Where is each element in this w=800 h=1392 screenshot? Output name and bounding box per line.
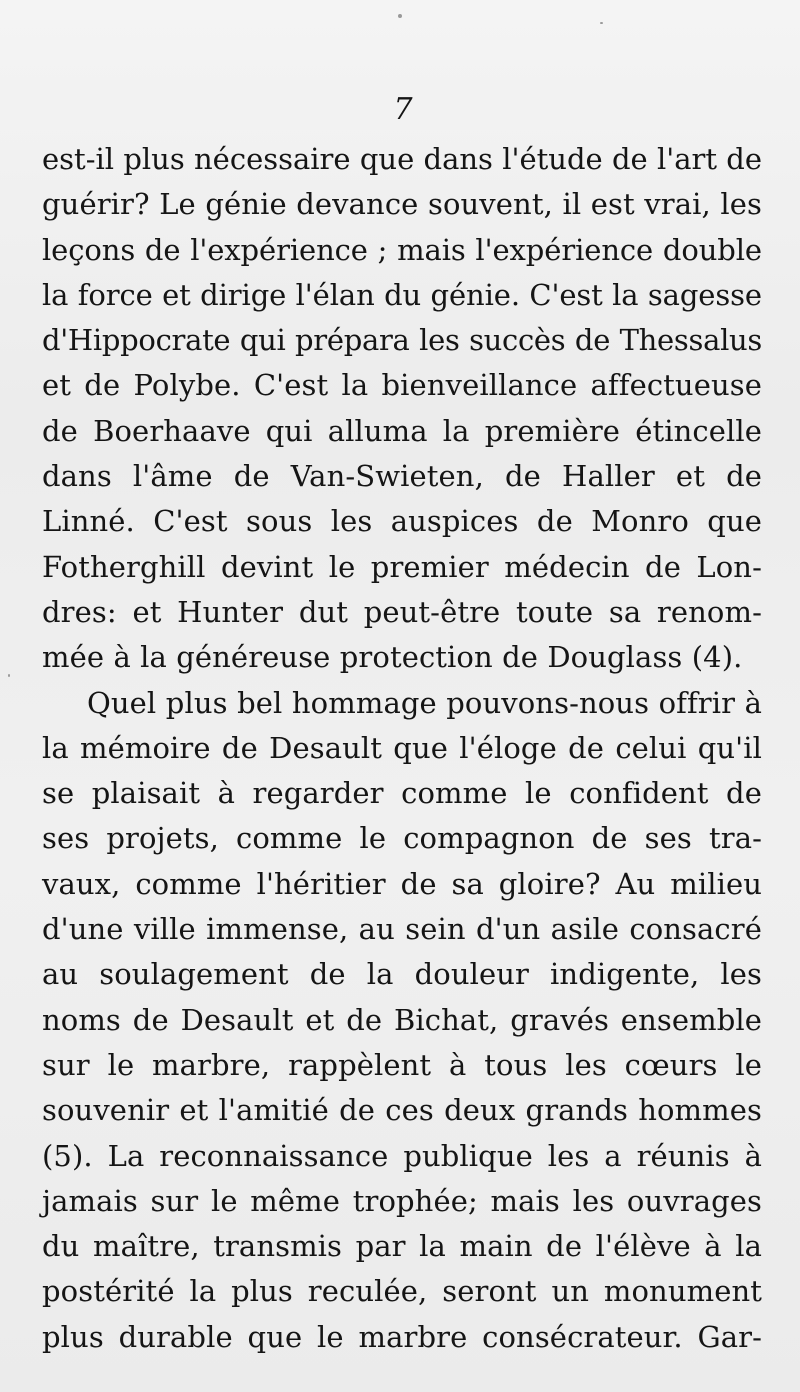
text-line: se plaisait à regarder comme le confident de <box>42 776 762 811</box>
text-line: plus durable que le marbre consécrateur. Gar- <box>42 1319 762 1354</box>
text-line: et de Polybe. C'est la bienveillance affectueuse <box>42 368 762 403</box>
print-speck <box>398 14 402 18</box>
text-line: ses projets, comme le compagnon de ses tra- <box>42 821 762 856</box>
text-line: Fotherghill devint le premier médecin de Lon- <box>42 549 762 584</box>
text-line: postérité la plus reculée, seront un monument <box>42 1274 762 1309</box>
text-line: au soulagement de la douleur indigente, les <box>42 957 762 992</box>
text-line: noms de Desault et de Bichat, gravés ensemble <box>42 1002 762 1037</box>
text-line: dres: et Hunter dut peut-être toute sa renom- <box>42 594 762 629</box>
text-line: d'une ville immense, au sein d'un asile consacré <box>42 912 762 947</box>
body-text <box>42 137 762 1360</box>
text-line: sur le marbre, rappèlent à tous les cœurs le <box>42 1047 762 1082</box>
page-number: 7 <box>393 92 413 127</box>
text-line: vaux, comme l'héritier de sa gloire? Au milieu <box>42 866 762 901</box>
text-line: leçons de l'expérience ; mais l'expérience double <box>42 232 762 267</box>
print-speck <box>600 22 603 24</box>
text-line: la mémoire de Desault que l'éloge de celui qu'il <box>42 730 762 765</box>
text-line: jamais sur le même trophée; mais les ouvrages <box>42 1183 762 1218</box>
text-line: d'Hippocrate qui prépara les succès de Thessalus <box>42 323 762 358</box>
text-line: du maître, transmis par la main de l'élève à la <box>42 1229 762 1264</box>
text-line: guérir? Le génie devance souvent, il est vrai, les <box>42 187 762 222</box>
text-line: (5). La reconnaissance publique les a réunis à <box>42 1138 762 1173</box>
text-line: de Boerhaave qui alluma la première étincelle <box>42 413 762 448</box>
paragraph-first-line: Quel plus bel hommage pouvons-nous offrir à <box>87 685 762 720</box>
text-line: la force et dirige l'élan du génie. C'est la sagesse <box>42 277 762 312</box>
text-line: est-il plus nécessaire que dans l'étude de l'art de <box>42 142 762 176</box>
text-line: dans l'âme de Van-Swieten, de Haller et de <box>42 459 762 494</box>
text-line: souvenir et l'amitié de ces deux grands hommes <box>42 1093 762 1128</box>
text-line: mée à la généreuse protection de Douglass (4). <box>42 640 743 675</box>
text-line: Linné. C'est sous les auspices de Monro que <box>42 504 762 539</box>
print-speck <box>8 674 10 677</box>
